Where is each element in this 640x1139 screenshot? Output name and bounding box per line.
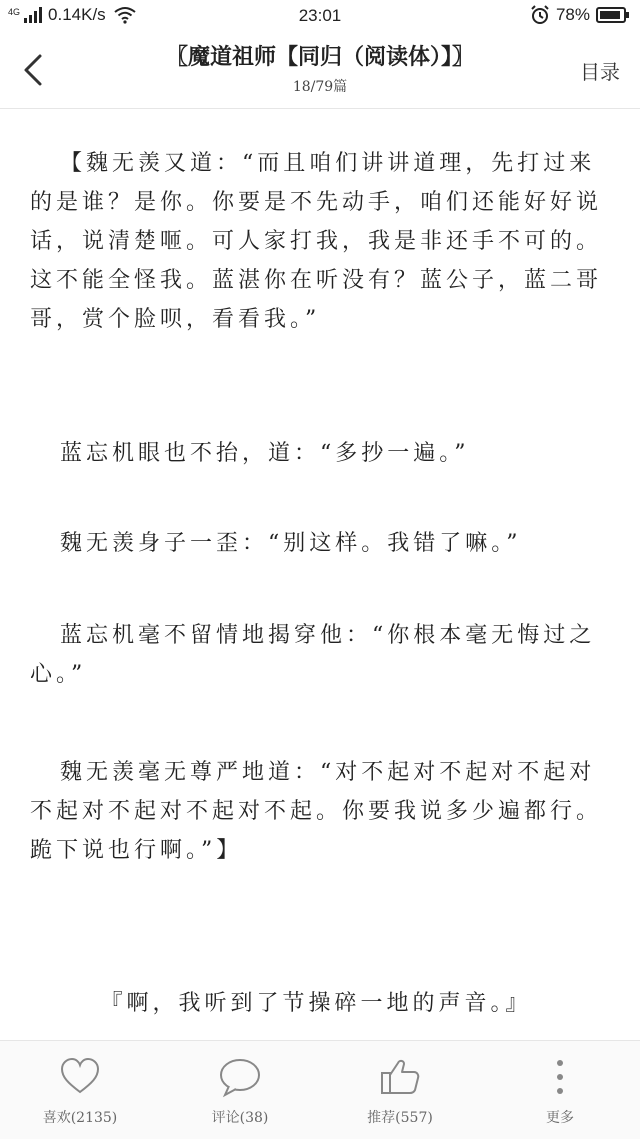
paragraph: 蓝忘机眼也不抬，道：“多抄一遍。” bbox=[60, 441, 470, 466]
more-button[interactable] bbox=[480, 1041, 640, 1139]
like-button[interactable] bbox=[0, 1041, 160, 1139]
status-time: 23:01 bbox=[298, 6, 342, 25]
more-label: 更多 bbox=[546, 1110, 574, 1126]
reader-header bbox=[0, 32, 640, 109]
back-arrow-icon[interactable] bbox=[18, 50, 48, 90]
comment-label: 评论(38) bbox=[211, 1110, 269, 1126]
chapter-progress: 18/79篇 bbox=[292, 79, 348, 95]
status-right bbox=[530, 5, 630, 25]
network-speed: 0.14K/s bbox=[48, 5, 106, 24]
like-label: 喜欢(2135) bbox=[42, 1110, 118, 1126]
paragraph: 【魏无羡又道：“而且咱们讲讲道理，先打过来的是谁？是你。你要是不先动手，咱们还能好好说话，说清楚咂。可人家打我，我是非还手不可的。这不能全怪我。蓝湛你在听没有？蓝公子，蓝二哥哥，赏个脸呗，看看我。” bbox=[30, 151, 603, 332]
recommend-label: 推荐(557) bbox=[367, 1110, 433, 1126]
recommend-button[interactable] bbox=[320, 1041, 480, 1139]
thumbs-up-icon bbox=[378, 1055, 422, 1099]
paragraph: 『啊，我听到了节操碎一地的声音。』 bbox=[100, 991, 532, 1016]
bottom-action-bar bbox=[0, 1040, 640, 1139]
more-dots-icon bbox=[538, 1055, 582, 1099]
comment-bubble-icon bbox=[218, 1055, 262, 1099]
battery-icon bbox=[596, 6, 630, 24]
paragraph: 魏无羡毫无尊严地道：“对不起对不起对不起对不起对不起对不起对不起。你要我说多少遍都行。跪下说也行啊。”】 bbox=[30, 760, 603, 863]
battery-percent: 78% bbox=[555, 5, 590, 24]
paragraph: 蓝忘机毫不留情地揭穿他：“你根本毫无悔过之心。” bbox=[30, 623, 596, 687]
alarm-icon bbox=[530, 5, 550, 25]
paragraph: 魏无羡身子一歪：“别这样。我错了嘛。” bbox=[60, 531, 522, 556]
network-type: 4G bbox=[8, 6, 21, 17]
toc-button[interactable]: 目录 bbox=[580, 60, 620, 84]
reading-content bbox=[30, 108, 602, 1038]
comment-button[interactable] bbox=[160, 1041, 320, 1139]
book-title: 〖魔道祖师【同归（阅读体）】〗 bbox=[165, 44, 474, 70]
status-bar bbox=[0, 0, 640, 32]
heart-icon bbox=[58, 1055, 102, 1099]
